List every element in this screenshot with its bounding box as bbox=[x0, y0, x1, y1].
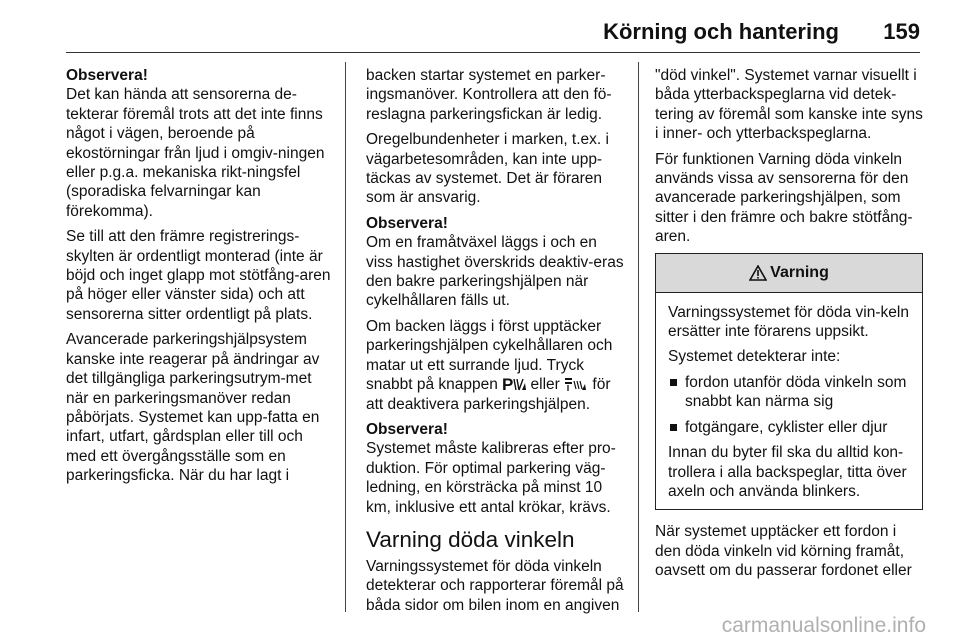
bullet-text: fordon utanför döda vinkeln som snabbt kan närma sig bbox=[685, 373, 907, 411]
paragraph-mid: eller bbox=[530, 376, 560, 394]
watermark: carmanualsonline.info bbox=[721, 614, 926, 637]
park-assist-button-icon bbox=[502, 375, 526, 392]
paragraph: För funktionen Varning döda vinkeln används vissa av sensorerna för den avancerade parkeringshjälpen, som sitter i den främre och bakre stötfång-aren. bbox=[655, 150, 913, 246]
warning-body bbox=[656, 293, 922, 510]
note-title: Observera! bbox=[366, 214, 448, 232]
warning-header bbox=[656, 254, 922, 293]
column-2 bbox=[366, 66, 624, 621]
bullet-item bbox=[668, 418, 912, 437]
parking-assist-icon bbox=[564, 375, 588, 392]
note-block bbox=[66, 66, 334, 221]
note-block bbox=[366, 214, 624, 311]
note-title: Observera! bbox=[66, 67, 148, 84]
header-divider bbox=[66, 52, 920, 53]
paragraph-start: Om backen läggs i först upptäcker parkeringshjälpen cykelhållaren och matar ut ett surrande ljud. Tryck snabbt på knappen bbox=[366, 317, 613, 394]
section-heading: Varning döda vinkeln bbox=[366, 526, 575, 552]
svg-text:P: P bbox=[502, 375, 514, 393]
paragraph: Avancerade parkeringshjälpsystem kanske inte reagerar på ändringar av det tillgängliga parkeringsutrym-met när en parkeringsmanöver redan påbörjats. Systemet kan upp-fatta en infart, utfart, gårdsplan eller till och med ett övergångsställe som en parkeringsficka. När du har lagt i bbox=[66, 331, 320, 485]
page-number: 159 bbox=[883, 19, 920, 44]
paragraph bbox=[366, 317, 624, 414]
note-title: Observera! bbox=[366, 420, 448, 438]
note-text: Om en framåtväxel läggs i och en viss hastighet överskrids deaktiv-eras den bakre parkeringshjälpen när cykelhållaren fälls ut. bbox=[366, 234, 624, 310]
note-text: Systemet måste kalibreras efter pro-duktion. För optimal parkering väg-ledning, en körsträcka på minst 10 km, inklusive ett antal krökar, krävs. bbox=[366, 440, 616, 516]
paragraph: Se till att den främre registrerings-skylten är ordentligt monterad (inte är böjd och inget glapp mot stötfång-aren på höger eller vänster sida) och att sensorerna sitter ordentligt på plats. bbox=[66, 228, 331, 323]
warning-text: Systemet detekterar inte: bbox=[668, 348, 841, 366]
warning-title: Varning bbox=[770, 263, 829, 281]
bullet-item bbox=[668, 373, 912, 412]
column-3 bbox=[655, 66, 923, 587]
column-divider-1 bbox=[345, 62, 346, 612]
header-title: Körning och hantering bbox=[603, 19, 839, 44]
bullet-marker bbox=[670, 424, 677, 431]
paragraph: backen startar systemet en parker-ingsmanöver. Kontrollera att den fö-reslagna parkeringsfickan är ledig. bbox=[366, 67, 612, 123]
paragraph-end: för att deaktivera parkeringshjälpen. bbox=[366, 376, 611, 413]
warning-box bbox=[655, 253, 923, 511]
paragraph: När systemet upptäcker ett fordon i den döda vinkeln vid körning framåt, oavsett om du passerar fordonet eller bbox=[655, 523, 912, 580]
warning-triangle-icon bbox=[749, 265, 767, 281]
note-block bbox=[366, 420, 624, 517]
bullet-marker bbox=[670, 379, 677, 386]
paragraph: Varningssystemet för döda vinkeln detekterar och rapporterar föremål på båda sidor om bilen inom en angiven bbox=[366, 557, 624, 614]
warning-text: Varningssystemet för döda vin-keln ersätter inte förarens uppsikt. bbox=[668, 303, 909, 341]
column-divider-2 bbox=[638, 62, 639, 612]
paragraph: "död vinkel". Systemet varnar visuellt i båda ytterbackspeglarna vid detek-tering av föremål som kanske inte syns i inner- och ytterbackspeglarna. bbox=[655, 67, 923, 143]
warning-text: Innan du byter fil ska du alltid kon-trollera i alla backspeglar, titta över axeln och använda blinkers. bbox=[668, 444, 907, 500]
paragraph: Oregelbundenheter i marken, t.ex. i vägarbetesområden, kan inte upp-täckas av systemet. Det är föraren som är ansvarig. bbox=[366, 131, 609, 207]
note-text: Det kan hända att sensorerna de-tekterar föremål trots att det inte finns något i vägen, beroende på ekostörningar från ljud i omgiv-ningen eller p.g.a. mekaniska rikt-ningsfel (sporadiska felvarningar kan förekomma). bbox=[66, 86, 325, 220]
bullet-text: fotgängare, cyklister eller djur bbox=[685, 418, 888, 436]
column-1 bbox=[66, 66, 334, 492]
